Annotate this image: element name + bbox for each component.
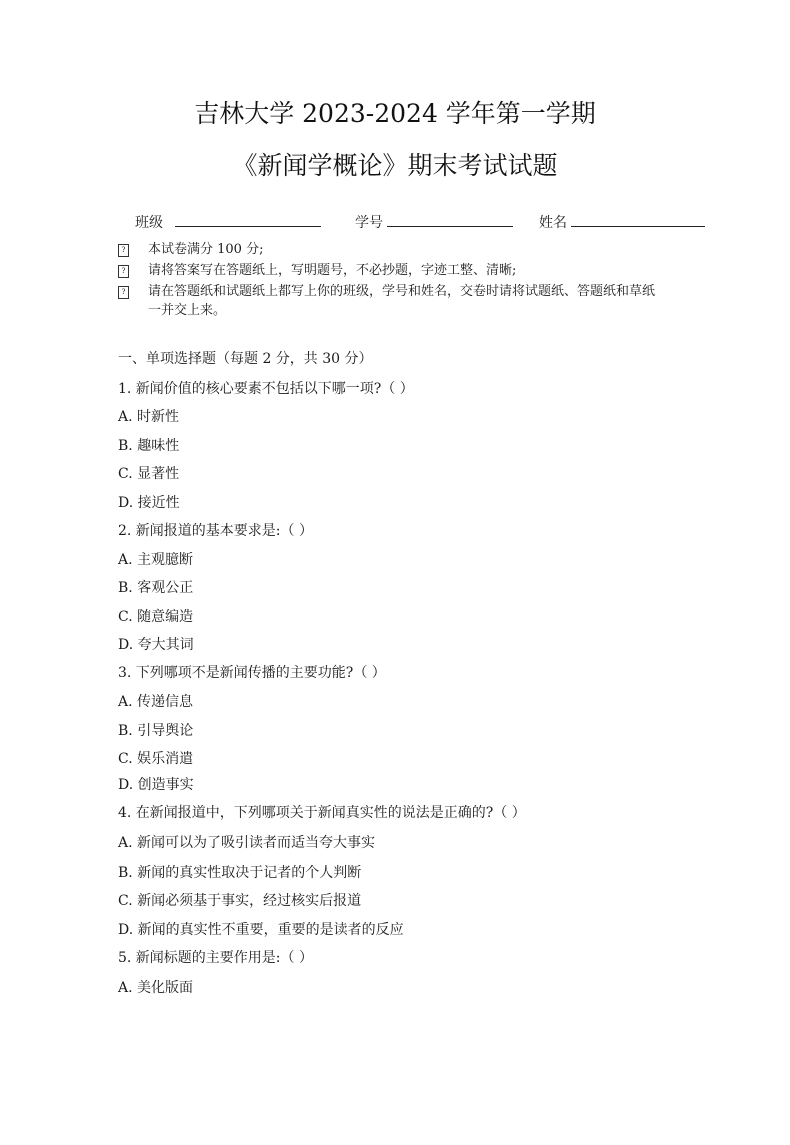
option-b: B. 新闻的真实性取决于记者的个人判断 — [118, 865, 362, 881]
name-label: 姓名 — [539, 215, 567, 231]
option-d: D. 夸大其词 — [118, 637, 194, 653]
student-id-field — [355, 212, 513, 232]
question-stem: 5. 新闻标题的主要作用是:（ ） — [118, 950, 313, 966]
option-d: D. 创造事实 — [118, 777, 194, 793]
question-stem: 4. 在新闻报道中，下列哪项关于新闻真实性的说法是正确的?（ ） — [118, 805, 526, 821]
exam-title-line1: 吉林大学 2023-2024 学年第一学期 — [194, 99, 596, 128]
notice-text: 本试卷满分 100 分; — [148, 242, 264, 257]
class-label: 班级 — [135, 215, 163, 231]
name-field — [539, 212, 705, 232]
option-b: B. 引导舆论 — [118, 723, 194, 739]
option-c: C. 随意编造 — [118, 609, 194, 625]
section-heading: 一、单项选择题（每题 2 分，共 30 分） — [118, 351, 373, 367]
bullet-icon: ? — [118, 286, 129, 299]
exam-title-line2: 《新闻学概论》期末考试试题 — [232, 151, 558, 180]
student-id-label: 学号 — [355, 215, 383, 231]
option-c: C. 娱乐消遣 — [118, 751, 194, 767]
option-c: C. 新闻必须基于事实，经过核实后报道 — [118, 893, 362, 909]
notice-text: 请在答题纸和试题纸上都写上你的班级，学号和姓名，交卷时请将试题纸、答题纸和草纸 — [148, 284, 656, 299]
bullet-icon: ? — [118, 244, 129, 257]
option-a: A. 美化版面 — [118, 980, 194, 996]
option-a: A. 时新性 — [118, 409, 180, 425]
option-a: A. 主观臆断 — [118, 552, 194, 568]
option-b: B. 客观公正 — [118, 580, 194, 596]
student-id-blank-line — [387, 212, 513, 227]
bullet-icon: ? — [118, 265, 129, 278]
class-blank-line — [175, 212, 321, 227]
notice-text: 请将答案写在答题纸上，写明题号，不必抄题，字迹工整、清晰; — [148, 263, 517, 278]
option-d: D. 新闻的真实性不重要，重要的是读者的反应 — [118, 922, 404, 938]
option-a: A. 传递信息 — [118, 694, 194, 710]
option-c: C. 显著性 — [118, 466, 180, 482]
name-blank-line — [571, 212, 705, 227]
option-a: A. 新闻可以为了吸引读者而适当夸大事实 — [118, 835, 376, 851]
question-stem: 1. 新闻价值的核心要素不包括以下哪一项?（ ） — [118, 381, 414, 397]
option-b: B. 趣味性 — [118, 438, 180, 454]
class-field — [135, 212, 321, 232]
question-stem: 3. 下列哪项不是新闻传播的主要功能?（ ） — [118, 665, 386, 681]
option-d: D. 接近性 — [118, 495, 180, 511]
question-stem: 2. 新闻报道的基本要求是:（ ） — [118, 523, 313, 539]
notice-text: 一并交上来。 — [148, 303, 227, 318]
